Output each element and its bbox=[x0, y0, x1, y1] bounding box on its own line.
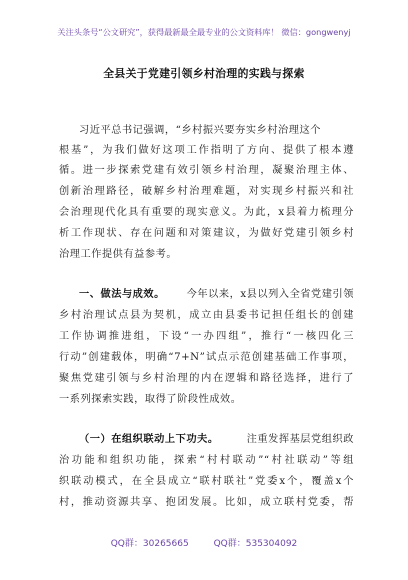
paragraph-2-line-1-text: 今年以来，x县以列入全省党建引领 bbox=[186, 289, 354, 300]
paragraph-3-line-4: 村，推动资源共享、抱团发展。比如，成立联村党委，帮 bbox=[59, 497, 354, 508]
paragraph-3-line-1-text: 注重发挥基层党组织政 bbox=[246, 434, 354, 445]
paragraph-3-line-1 bbox=[79, 430, 354, 445]
paragraph-1-line-7: 治理工作提供有益参考。 bbox=[59, 249, 178, 260]
paragraph-2-line-2: 乡村治理试点县为契机，成立由县委书记担任组长的创建 bbox=[59, 310, 354, 321]
footer bbox=[0, 536, 408, 549]
paragraph-1-line-2: 根基”，为我们做好这项工作指明了方向、提供了根本遵 bbox=[59, 145, 354, 156]
paragraph-2-line-6: 一系列探索实践，取得了阶段性成效。 bbox=[59, 394, 242, 405]
paragraph-3-line-2: 治功能和组织功能，探索“村村联动”“村社联动”等组 bbox=[59, 455, 354, 466]
paragraph-2-line-1 bbox=[79, 285, 354, 300]
paragraph-1-line-5: 会治理现代化具有重要的现实意义。为此，x县着力梳理分 bbox=[59, 207, 354, 218]
paragraph-1-line-4: 创新治理路径，破解乡村治理难题，对实现乡村振兴和社 bbox=[59, 186, 354, 197]
paragraph-2-line-4: 行动”创建载体，明确“7+N”试点示范创建基础工作事项， bbox=[59, 352, 354, 363]
footer-qq-group-2: QQ群：535304092 bbox=[213, 539, 298, 549]
section-heading-1: 一、做法与成效。 bbox=[79, 288, 165, 300]
paragraph-2-line-3: 工作协调推进组，下设“一办四组”，推行“一核四化三 bbox=[59, 331, 354, 342]
header-banner: 关注头条号“公文研究”，获得最新最全最专业的公文资料库！ 微信：gongwenyj bbox=[57, 27, 351, 37]
paragraph-1-line-6: 析工作现状、存在问题和对策建议，为做好党建引领乡村 bbox=[59, 228, 354, 239]
section-heading-2: （一）在组织联动上下功夫。 bbox=[79, 433, 219, 445]
page-title: 全县关于党建引领乡村治理的实践与探索 bbox=[103, 67, 305, 80]
document-body bbox=[59, 0, 354, 580]
paragraph-1-line-1: 习近平总书记强调，“乡村振兴要夯实乡村治理这个 bbox=[79, 125, 321, 136]
paragraph-3-line-3: 织联动模式，在全县成立“联村联社”党委x个，覆盖x个 bbox=[59, 476, 354, 487]
paragraph-1-line-3: 循。进一步探索党建有效引领乡村治理，凝聚治理主体、 bbox=[59, 165, 354, 176]
footer-qq-group-1: QQ群：30265665 bbox=[110, 539, 189, 549]
paragraph-2-line-5: 聚焦党建引领与乡村治理的内在逻辑和路径选择，进行了 bbox=[59, 373, 354, 384]
